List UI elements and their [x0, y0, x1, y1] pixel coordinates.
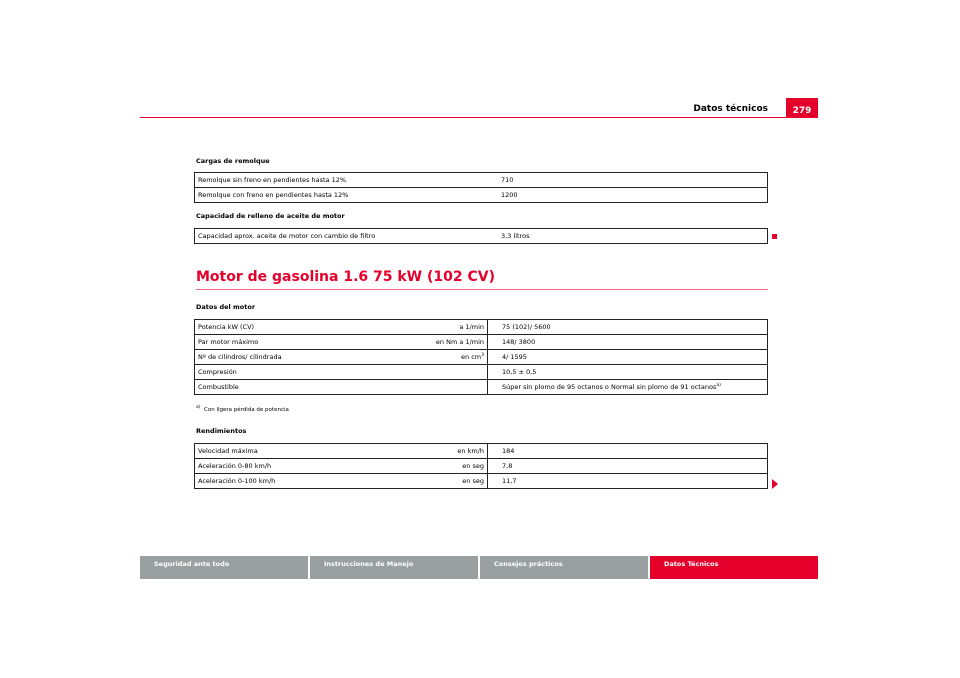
footer-tab-operation[interactable] — [310, 556, 478, 579]
row-label: Combustible — [195, 380, 392, 395]
footer-tab-label: Datos Técnicos — [664, 560, 719, 568]
footnote-ref: a) — [716, 382, 721, 388]
row-value: 3,3 litros — [487, 229, 768, 244]
performance-table — [194, 443, 768, 489]
page-number: 279 — [786, 98, 818, 118]
row-value: 148/ 3800 — [488, 335, 768, 350]
engine-section-label: Datos del motor — [196, 303, 256, 311]
row-value: 710 — [487, 173, 768, 188]
row-unit: en km/h — [391, 444, 488, 459]
row-value: Súper sin plomo de 95 octanos o Normal sin plomo de 91 octanos — [502, 383, 717, 392]
row-label: Potencia kW (CV) — [195, 320, 392, 335]
row-label: Remolque con freno en pendientes hasta 12% — [195, 188, 482, 203]
row-label: Nº de cilindros/ cilindrada — [195, 350, 392, 365]
row-value: 75 (102)/ 5600 — [488, 320, 768, 335]
footnote-text: Con ligera pérdida de potencia — [204, 406, 289, 413]
towing-section-label: Cargas de remolque — [196, 157, 270, 165]
page-header-title: Datos técnicos — [693, 104, 768, 114]
oil-section-label: Capacidad de relleno de aceite de motor — [196, 212, 345, 220]
table-row — [195, 380, 768, 395]
footer-tab-label: Seguridad ante todo — [154, 560, 230, 568]
table-row — [195, 444, 768, 459]
footer-nav — [140, 556, 818, 579]
section-end-marker — [772, 234, 777, 239]
engine-heading: Motor de gasolina 1.6 75 kW (102 CV) — [196, 269, 495, 285]
unit-superscript: 3 — [481, 352, 484, 358]
towing-table — [194, 172, 768, 203]
table-row — [195, 173, 768, 188]
footnote-mark: a) — [196, 405, 201, 410]
engine-table — [194, 319, 768, 395]
table-row — [195, 350, 768, 365]
row-label: Capacidad aprox. aceite de motor con cambio de filtro — [195, 229, 482, 244]
row-unit: a 1/min — [391, 320, 488, 335]
row-value-cell — [488, 380, 768, 395]
row-label: Compresión — [195, 365, 392, 380]
row-unit-cell — [391, 350, 488, 365]
row-label: Par motor máximo — [195, 335, 392, 350]
next-page-arrow-icon[interactable] — [772, 479, 778, 489]
oil-table — [194, 228, 768, 244]
row-unit — [391, 365, 488, 380]
footer-tab-label: Instrucciones de Manejo — [324, 560, 414, 568]
row-unit: en seg — [391, 474, 488, 489]
heading-divider — [196, 289, 768, 290]
row-value: 1200 — [487, 188, 768, 203]
row-label: Aceleración 0-80 km/h — [195, 459, 392, 474]
table-row — [195, 335, 768, 350]
table-row — [195, 474, 768, 489]
row-value: 7,8 — [488, 459, 768, 474]
row-unit: en Nm a 1/min — [391, 335, 488, 350]
row-value: 184 — [488, 444, 768, 459]
table-row — [195, 188, 768, 203]
table-row — [195, 459, 768, 474]
table-row — [195, 365, 768, 380]
footer-tab-technical-data[interactable] — [650, 556, 818, 579]
row-value: 4/ 1595 — [488, 350, 768, 365]
footer-tab-tips[interactable] — [480, 556, 648, 579]
footer-tab-safety[interactable] — [140, 556, 308, 579]
row-label: Aceleración 0-100 km/h — [195, 474, 392, 489]
table-row — [195, 229, 768, 244]
row-unit: en cm — [461, 353, 482, 362]
row-unit — [391, 380, 488, 395]
row-label: Remolque sin freno en pendientes hasta 12% — [195, 173, 482, 188]
row-unit: en seg — [391, 459, 488, 474]
footnote — [196, 405, 289, 413]
table-row — [195, 320, 768, 335]
row-label: Velocidad máxima — [195, 444, 392, 459]
row-value: 11,7 — [488, 474, 768, 489]
header-divider — [140, 117, 818, 118]
footer-tab-label: Consejos prácticos — [494, 560, 563, 568]
performance-section-label: Rendimientos — [196, 427, 247, 435]
row-value: 10,5 ± 0,5 — [488, 365, 768, 380]
